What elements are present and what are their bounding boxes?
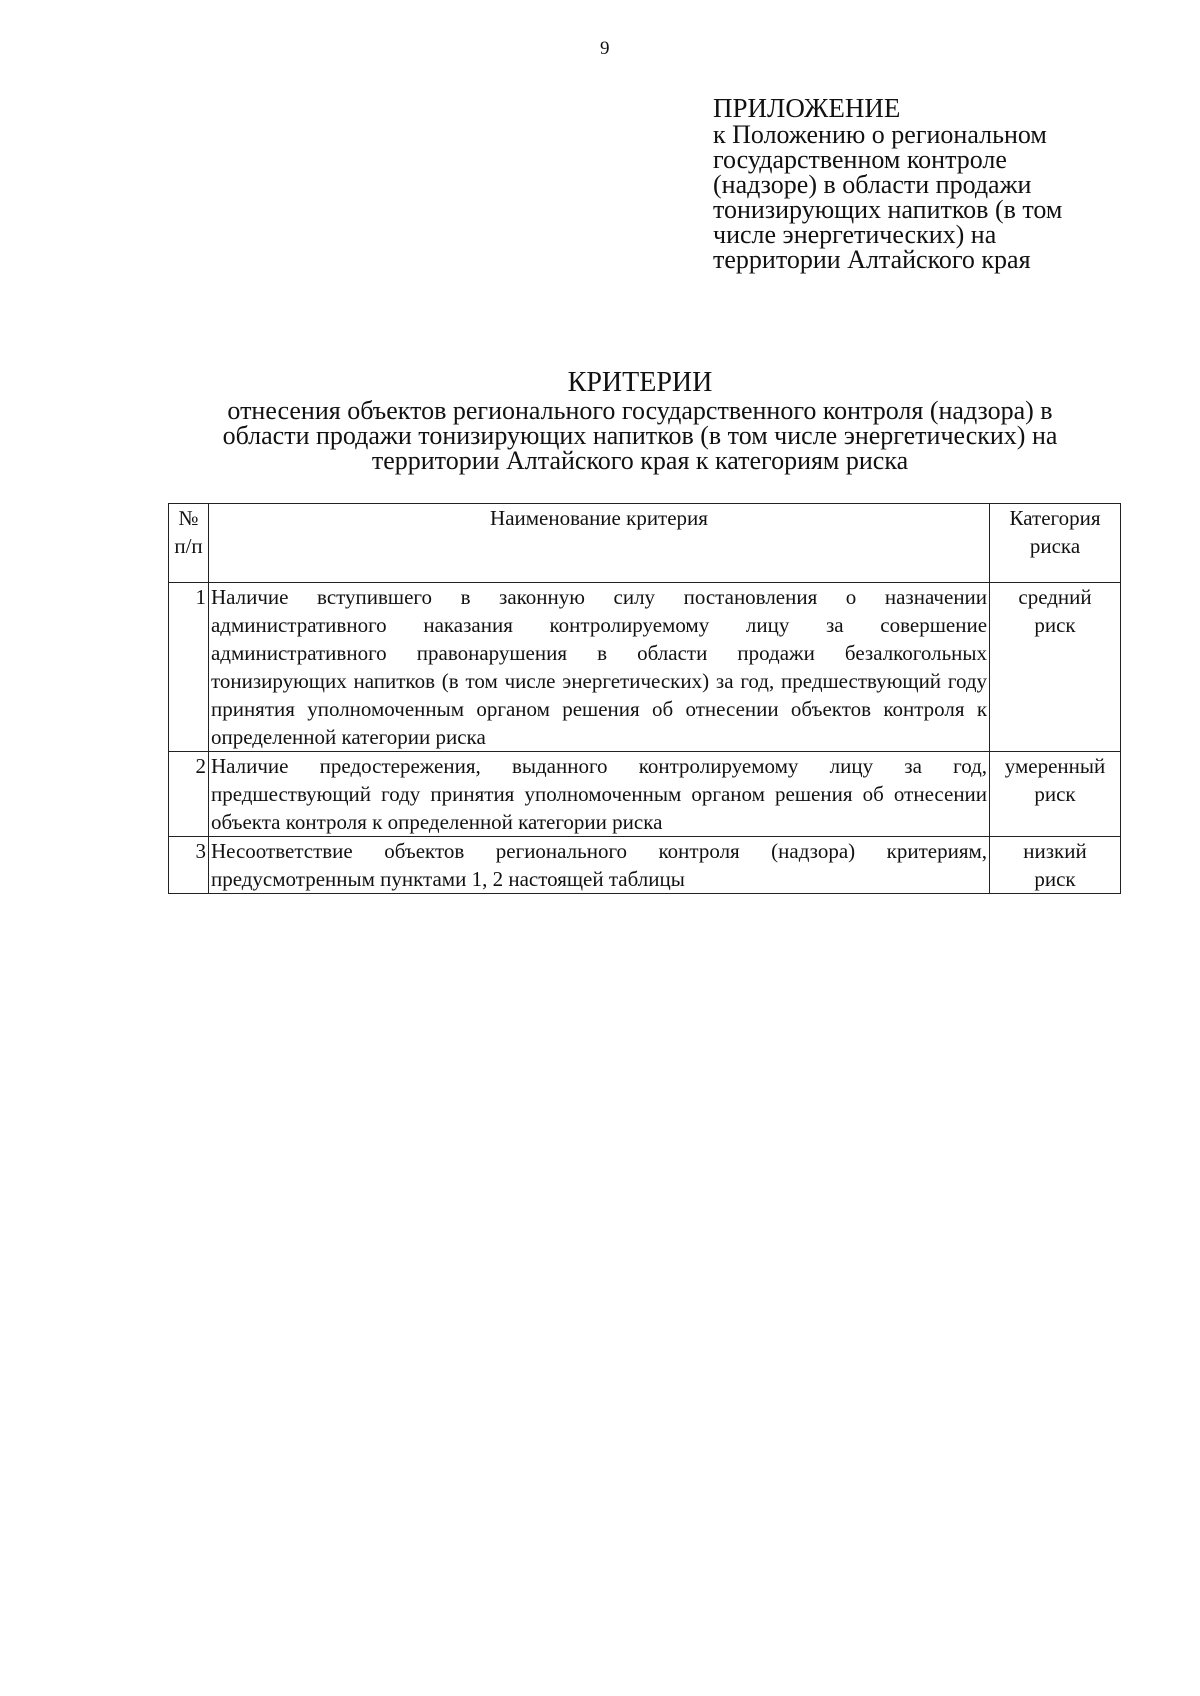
header-number-abbrev: п/п	[174, 534, 203, 558]
row-criterion: Наличие предостережения, выданного контролируемому лицу за год, предшествующий году принятия уполномоченным органом решения об отнесении объекта контроля к определенной категории риска	[208, 752, 989, 837]
appendix-title: ПРИЛОЖЕНИЕ	[713, 93, 901, 123]
row-category-line: умеренный	[1004, 754, 1106, 778]
header-category-line: риска	[1029, 534, 1081, 558]
row-criterion: Наличие вступившего в законную силу постановления о назначении административного наказания контролируемому лицу за совершение административного правонарушения в области продажи безалкогольных тонизирующих напитков (в том числе энергетических) за год, предшествующий году принятия уполномоченным органом решения об отнесении объектов контроля к определенной категории риска	[208, 583, 989, 752]
header-cell-number	[169, 504, 209, 583]
row-category	[990, 583, 1121, 752]
header-number-symbol: №	[178, 506, 199, 530]
appendix-block	[713, 93, 1133, 274]
table-row	[169, 752, 1121, 837]
row-category-line: риск	[1034, 867, 1076, 891]
row-number: 1	[169, 583, 209, 752]
row-number: 2	[169, 752, 209, 837]
heading-subtitle-line: отнесения объектов регионального государственного контроля (надзора) в	[227, 396, 1053, 425]
row-category-line: средний	[1018, 585, 1092, 609]
row-category	[990, 837, 1121, 894]
header-cell-name	[208, 504, 989, 583]
appendix-line: государственном контроле	[713, 145, 1007, 174]
header-cell-category	[990, 504, 1121, 583]
table-row	[169, 583, 1121, 752]
heading-subtitle-line: территории Алтайского края к категориям риска	[371, 446, 909, 475]
appendix-line: территории Алтайского края	[713, 245, 1031, 274]
appendix-line: к Положению о региональном	[713, 120, 1047, 149]
row-category-line: риск	[1034, 613, 1076, 637]
page-number: 9	[600, 38, 610, 59]
criteria-table	[168, 503, 1121, 894]
table-row	[169, 837, 1121, 894]
heading-title: КРИТЕРИИ	[567, 367, 713, 398]
appendix-line: тонизирующих напитков (в том	[713, 195, 1063, 224]
appendix-line: (надзоре) в области продажи	[713, 170, 1032, 199]
row-category	[990, 752, 1121, 837]
header-category-line: Категория	[1009, 506, 1101, 530]
row-category-line: низкий	[1023, 839, 1087, 863]
row-criterion: Несоответствие объектов регионального контроля (надзора) критериям, предусмотренным пунктами 1, 2 настоящей таблицы	[208, 837, 989, 894]
heading-subtitle-line: области продажи тонизирующих напитков (в том числе энергетических) на	[222, 421, 1058, 450]
row-category-line: риск	[1034, 782, 1076, 806]
row-number: 3	[169, 837, 209, 894]
appendix-line: числе энергетических) на	[713, 220, 997, 249]
header-name-label: Наименование критерия	[490, 506, 708, 530]
table-header-row	[169, 504, 1121, 583]
document-heading	[150, 368, 1130, 473]
